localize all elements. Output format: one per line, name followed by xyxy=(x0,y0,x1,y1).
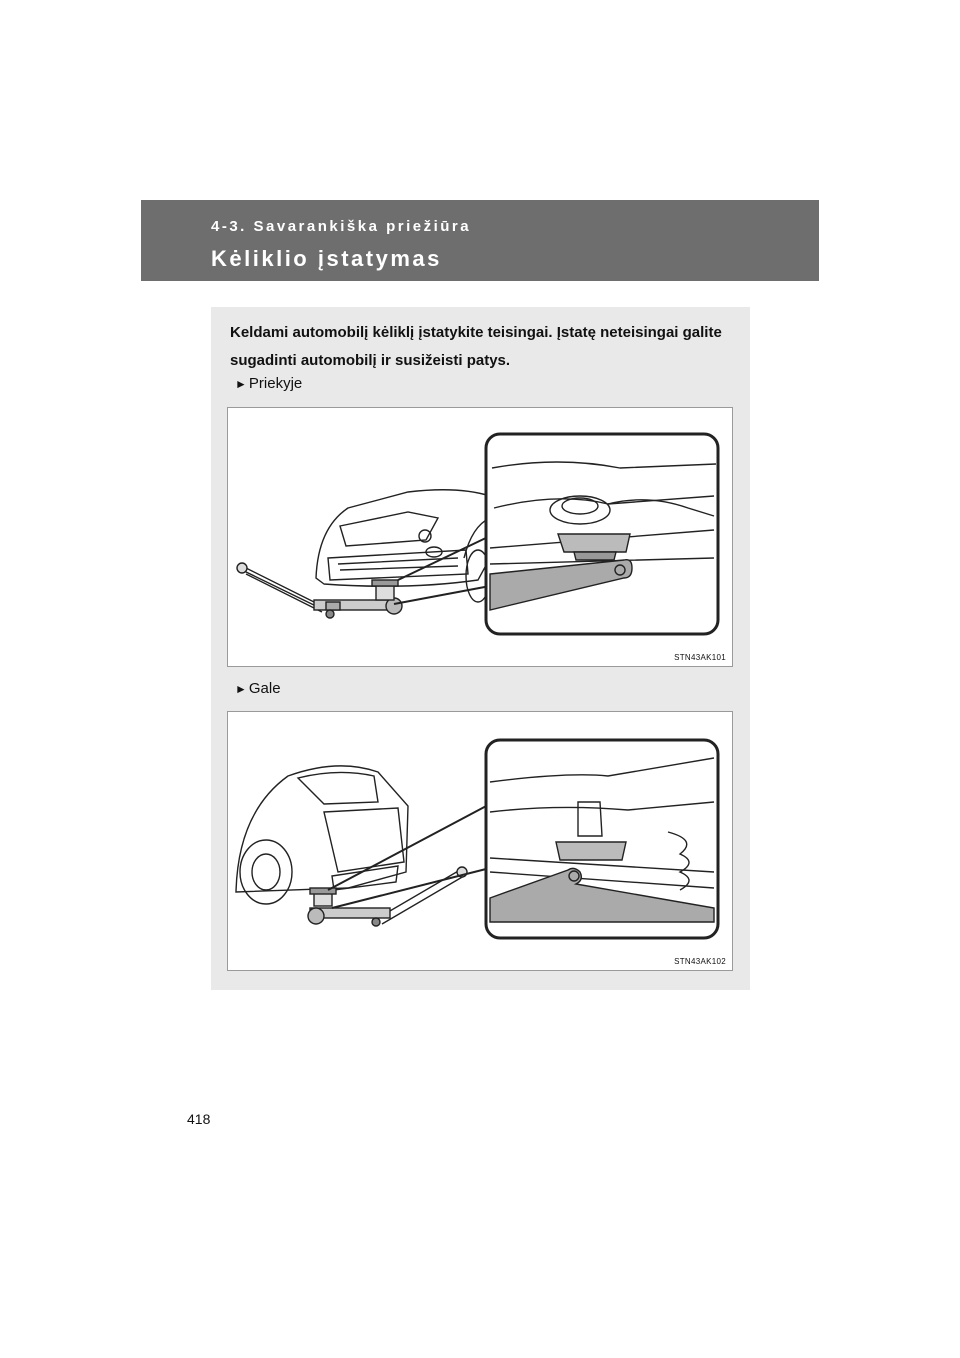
arrow-right-icon: ► xyxy=(235,682,247,696)
subheading-front xyxy=(235,375,302,392)
figure-rear-jack xyxy=(227,711,733,971)
arrow-right-icon: ► xyxy=(235,377,247,391)
section-title: 4-3. Savarankiška priežiūra xyxy=(211,218,472,235)
content-panel xyxy=(211,307,750,990)
rear-jack-illustration xyxy=(228,712,732,970)
subheading-label: Gale xyxy=(248,680,281,697)
figure-code: STN43AK101 xyxy=(674,653,726,662)
page-number: 418 xyxy=(187,1111,211,1127)
subheading-rear xyxy=(235,680,281,697)
intro-text: Keldami automobilį kėliklį įstatykite teisingai. Įstatę neteisingai galite sugadinti automobilį ir susižeisti patys. xyxy=(230,324,722,369)
figure-code: STN43AK102 xyxy=(674,957,726,966)
front-jack-illustration xyxy=(228,408,732,666)
figure-front-jack xyxy=(227,407,733,667)
subheading-label: Priekyje xyxy=(248,375,303,392)
page-title: Kėliklio įstatymas xyxy=(211,246,442,271)
chapter-header xyxy=(141,200,819,281)
